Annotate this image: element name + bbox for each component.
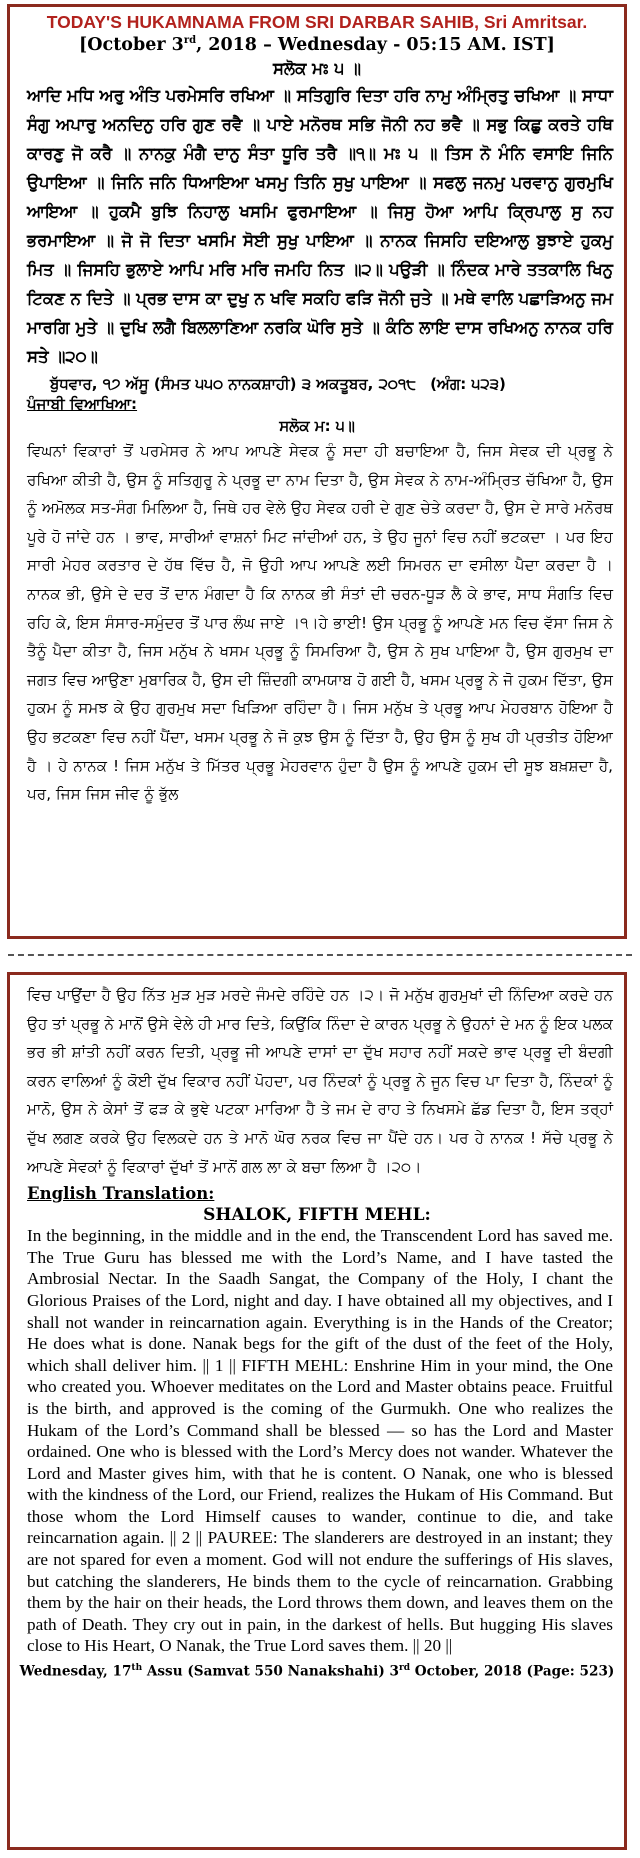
punjabi-vyakhya-label: ਪੰਜਾਬੀ ਵਿਆਖਿਆ: — [27, 395, 138, 413]
ang-number: (ਅੰਗ: ੫੨੩) — [430, 375, 506, 393]
vyakhya-text-part1: ਵਿਘਨਾਂ ਵਿਕਾਰਾਂ ਤੋਂ ਪਰਮੇਸਰ ਨੇ ਆਪ ਆਪਣੇ ਸੇਵਕ ਨੂੰ ਸਦਾ ਹੀ ਬਚਾਇਆ ਹੈ, ਜਿਸ ਸੇਵਕ ਦੀ ਪ੍ਰਭੂ ਨੇ ਰਖਿਆ ਕੀਤੀ ਹੈ, ਉਸ ਨੂੰ ਸਤਿਗੁਰੂ ਨੇ ਪ੍ਰਭੂ ਦਾ ਨਾਮ ਦਿਤਾ ਹੈ, ਉਸ ਸੇਵਕ ਨੇ ਨਾਮ-ਅੰਮ੍ਰਿਤ ਚੱਖਿਆ ਹੈ, ਉਸ ਨੂੰ ਅਮੋਲਕ ਸਤ-ਸੰਗ ਮਿਲਿਆ ਹੈ, ਜਿਥੇ ਹਰ ਵੇਲੇ ਉਹ ਸੇਵਕ ਹਰੀ ਦੇ ਗੁਣ ਚੇਤੇ ਕਰਦਾ ਹੈ, ਉਸ ਦੇ ਸਾਰੇ ਮਨੋਰਥ ਪੂਰੇ ਹੋ ਜਾਂਦੇ ਹਨ । ਭਾਵ, ਸਾਰੀਆਂ ਵਾਸ਼ਨਾਂ ਮਿਟ ਜਾਂਦੀਆਂ ਹਨ, ਤੇ ਉਹ ਜੂਨਾਂ ਵਿਚ ਨਹੀਂ ਭਟਕਦਾ । ਪਰ ਇਹ ਸਾਰੀ ਮੇਹਰ ਕਰਤਾਰ ਦੇ ਹੱਥ ਵਿੱਚ ਹੈ, ਜੋ ਉਹੀ ਆਪ ਆਪਣੇ ਲਈ ਸਿਮਰਨ ਦਾ ਵਸੀਲਾ ਪੈਦਾ ਕਰਦਾ ਹੈ । ਨਾਨਕ ਭੀ, ਉਸੇ ਦੇ ਦਰ ਤੋਂ ਦਾਨ ਮੰਗਦਾ ਹੈ ਕਿ ਨਾਨਕ ਭੀ ਸੰਤਾਂ ਦੀ ਚਰਨ-ਧੂੜ ਲੈ ਕੇ ਭਾਵ, ਸਾਧ ਸੰਗਤਿ ਵਿਚ ਰਹਿ ਕੇ, ਇਸ ਸੰਸਾਰ-ਸਮੁੰਦਰ ਤੋਂ ਪਾਰ ਲੰਘ ਜਾਏ ।੧।ਹੇ ਭਾਈ! ਉਸ ਪ੍ਰਭੂ ਨੂੰ ਆਪਣੇ ਮਨ ਵਿਚ ਵੱਸਾ ਜਿਸ ਨੇ ਤੈਨੂੰ ਪੈਦਾ ਕੀਤਾ ਹੈ, ਜਿਸ ਮਨੁੱਖ ਨੇ ਖਸਮ ਪ੍ਰਭੂ ਨੂੰ ਸਿਮਰਿਆ ਹੈ, ਉਸ ਨੇ ਸੁਖ ਪਾਇਆ ਹੈ, ਉਸ ਗੁਰਮੁਖ ਦਾ ਜਗਤ ਵਿਚ ਆਉਣਾ ਮੁਬਾਰਿਕ ਹੈ, ਉਸ ਦੀ ਜ਼ਿੰਦਗੀ ਕਾਮਯਾਬ ਹੋ ਗਈ ਹੈ, ਖਸਮ ਪ੍ਰਭੂ ਨੇ ਜੋ ਹੁਕਮ ਦਿੱਤਾ, ਉਸ ਹੁਕਮ ਨੂੰ ਸਮਝ ਕੇ ਉਹ ਗੁਰਮੁਖ ਸਦਾ ਖਿੜਿਆ ਰਹਿੰਦਾ ਹੈ। ਜਿਸ ਮਨੁੱਖ ਤੇ ਪ੍ਰਭੂ ਆਪ ਮੇਹਰਬਾਨ ਹੋਇਆ ਹੈ ਉਹ ਭਟਕਣਾ ਵਿਚ ਨਹੀਂ ਪੈਂਦਾ, ਖਸਮ ਪ੍ਰਭੂ ਨੇ ਜੋ ਕੁਝ ਉਸ ਨੂੰ ਦਿੱਤਾ ਹੈ, ਉਹ ਉਸ ਨੂੰ ਸੁਖ ਹੀ ਪ੍ਰਤੀਤ ਹੋਇਆ ਹੈ । ਹੇ ਨਾਨਕ ! ਜਿਸ ਮਨੁੱਖ ਤੇ ਮਿੱਤਰ ਪ੍ਰਭੂ ਮੇਹਰਵਾਨ ਹੁੰਦਾ ਹੈ ਉਸ ਨੂੰ ਆਪਣੇ ਹੁਕਮ ਦੀ ਸੂਝ ਬਖ਼ਸ਼ਦਾ ਹੈ, ਪਰ, ਜਿਸ ਜਿਸ ਜੀਵ ਨੂੰ ਭੁੱਲ — [27, 442, 613, 804]
english-translation-label: English Translation: — [27, 1184, 215, 1204]
punjabi-date-line: ਬੁੱਧਵਾਰ, ੧੭ ਅੱਸੂ (ਸੰਮਤ ੫੫੦ ਨਾਨਕਸ਼ਾਹੀ) ੩ ਅਕਤੂਬਰ, ੨੦੧੮ (ਅੰਗ: ੫੨੩) — [50, 375, 506, 393]
hukamnama-panel-bottom — [7, 972, 627, 1850]
hukamnama-gurbani-text: ਆਦਿ ਮਧਿ ਅਰੁ ਅੰਤਿ ਪਰਮੇਸਰਿ ਰਖਿਆ ॥ ਸਤਿਗੁਰਿ ਦਿਤਾ ਹਰਿ ਨਾਮੁ ਅੰਮ੍ਰਿਤੁ ਚਖਿਆ ॥ ਸਾਧਾ ਸੰਗੁ ਅਪਾਰੁ ਅਨਦਿਨੁ ਹਰਿ ਗੁਣ ਰਵੈ ॥ ਪਾਏ ਮਨੋਰਥ ਸਭਿ ਜੋਨੀ ਨਹ ਭਵੈ ॥ ਸਭੁ ਕਿਛੁ ਕਰਤੇ ਹਥਿ ਕਾਰਣੁ ਜੋ ਕਰੈ ॥ ਨਾਨਕੁ ਮੰਗੈ ਦਾਨੁ ਸੰਤਾ ਧੂਰਿ ਤਰੈ ॥੧॥ ਮਃ ੫ ॥ ਤਿਸ ਨੋ ਮੰਨਿ ਵਸਾਇ ਜਿਨਿ ਉਪਾਇਆ ॥ ਜਿਨਿ ਜਨਿ ਧਿਆਇਆ ਖਸਮੁ ਤਿਨਿ ਸੁਖੁ ਪਾਇਆ ॥ ਸਫਲੁ ਜਨਮੁ ਪਰਵਾਨੁ ਗੁਰਮੁਖਿ ਆਇਆ ॥ ਹੁਕਮੈ ਬੁਝਿ ਨਿਹਾਲੁ ਖਸਮਿ ਫੁਰਮਾਇਆ ॥ ਜਿਸੁ ਹੋਆ ਆਪਿ ਕ੍ਰਿਪਾਲੁ ਸੁ ਨਹ ਭਰਮਾਇਆ ॥ ਜੋ ਜੋ ਦਿਤਾ ਖਸਮਿ ਸੋਈ ਸੁਖੁ ਪਾਇਆ ॥ ਨਾਨਕ ਜਿਸਹਿ ਦਇਆਲੁ ਬੁਝਾਏ ਹੁਕਮੁ ਮਿਤ ॥ ਜਿਸਹਿ ਭੁਲਾਏ ਆਪਿ ਮਰਿ ਮਰਿ ਜਮਹਿ ਨਿਤ ॥੨॥ ਪਉੜੀ ॥ ਨਿੰਦਕ ਮਾਰੇ ਤਤਕਾਲਿ ਖਿਨੁ ਟਿਕਣ ਨ ਦਿਤੇ ॥ ਪ੍ਰਭ ਦਾਸ ਕਾ ਦੁਖੁ ਨ ਖਵਿ ਸਕਹਿ ਫੜਿ ਜੋਨੀ ਜੁਤੇ ॥ ਮਥੇ ਵਾਲਿ ਪਛਾੜਿਅਨੁ ਜਮ ਮਾਰਗਿ ਮੁਤੇ ॥ ਦੁਖਿ ਲਗੈ ਬਿਲਲਾਣਿਆ ਨਰਕਿ ਘੋਰਿ ਸੁਤੇ ॥ ਕੰਠਿ ਲਾਇ ਦਾਸ ਰਖਿਅਨੁ ਨਾਨਕ ਹਰਿ ਸਤੇ ॥੨੦॥ — [27, 86, 613, 366]
english-heading: SHALOK, FIFTH MEHL: — [203, 1205, 431, 1226]
date-header: [October 3rd, 2018 – Wednesday - 05:15 AM. IST] — [79, 35, 555, 55]
vyakhya-text-part2: ਵਿਚ ਪਾਉਂਦਾ ਹੈ ਉਹ ਨਿੱਤ ਮੁੜ ਮੁੜ ਮਰਦੇ ਜੰਮਦੇ ਰਹਿੰਦੇ ਹਨ ।੨। ਜੋ ਮਨੁੱਖ ਗੁਰਮੁਖਾਂ ਦੀ ਨਿੰਦਿਆ ਕਰਦੇ ਹਨ ਉਹ ਤਾਂ ਪ੍ਰਭੂ ਨੇ ਮਾਨੋਂ ਉਸੇ ਵੇਲੇ ਹੀ ਮਾਰ ਦਿਤੇ, ਕਿਉਂਕਿ ਨਿੰਦਾ ਦੇ ਕਾਰਨ ਪ੍ਰਭੂ ਨੇ ਉਹਨਾਂ ਦੇ ਮਨ ਨੂੰ ਇਕ ਪਲਕ ਭਰ ਭੀ ਸ਼ਾਂਤੀ ਨਹੀਂ ਕਰਨ ਦਿਤੀ, ਪ੍ਰਭੂ ਜੀ ਆਪਣੇ ਦਾਸਾਂ ਦਾ ਦੁੱਖ ਸਹਾਰ ਨਹੀਂ ਸਕਦੇ ਭਾਵ ਪ੍ਰਭੂ ਦੀ ਬੰਦਗੀ ਕਰਨ ਵਾਲਿਆਂ ਨੂੰ ਕੋਈ ਦੁੱਖ ਵਿਕਾਰ ਨਹੀਂ ਪੋਹਦਾ, ਪਰ ਨਿੰਦਕਾਂ ਨੂੰ ਪ੍ਰਭੂ ਨੇ ਜੂਨ ਵਿਚ ਪਾ ਦਿਤਾ ਹੈ, ਨਿੰਦਕਾਂ ਨੂੰ ਮਾਨੋ, ਉਸ ਨੇ ਕੇਸਾਂ ਤੋਂ ਫੜ ਕੇ ਭੁਞੇ ਪਟਕਾ ਮਾਰਿਆ ਹੈ ਤੇ ਜਮ ਦੇ ਰਾਹ ਤੇ ਨਿਖਸਮੇ ਛੱਡ ਦਿਤਾ ਹੈ, ਇਸ ਤਰ੍ਹਾਂ ਦੁੱਖ ਲਗਣ ਕਰਕੇ ਉਹ ਵਿਲਕਦੇ ਹਨ ਤੇ ਮਾਨੋ ਘੋਰ ਨਰਕ ਵਿਚ ਜਾ ਪੈਂਦੇ ਹਨ। ਪਰ ਹੇ ਨਾਨਕ ! ਸੱਚੇ ਪ੍ਰਭੂ ਨੇ ਆਪਣੇ ਸੇਵਕਾਂ ਨੂੰ ਵਿਕਾਰਾਂ ਦੁੱਖਾਂ ਤੋਂ ਮਾਨੋਂ ਗਲ ਲਾ ਕੇ ਬਚਾ ਲਿਆ ਹੈ ।੨੦। — [27, 986, 613, 1176]
english-date-footer: Wednesday, 17th Assu (Samvat 550 Nanakshahi) 3rd October, 2018 (Page: 523) — [19, 1663, 615, 1680]
page-title: TODAY'S HUKAMNAMA FROM SRI DARBAR SAHIB, Sri Amritsar. — [46, 12, 588, 32]
hukamnama-panel-top — [7, 4, 627, 939]
panel-separator — [8, 954, 632, 956]
english-translation-text: In the beginning, in the middle and in the end, the Transcendent Lord has saved me. The True Guru has blessed me with the Lord’s Name, and I have tasted the Ambrosial Nectar. In the Saadh Sangat, the Company of the Holy, I chant the Glorious Praises of the Lord, night and day. I have obtained all my objectives, and I shall not wander in reincarnation again. Everything is in the Hands of the Creator; He does what is done. Nanak begs for the gift of the dust of the feet of the Holy, which shall deliver him. || 1 || FIFTH MEHL: Enshrine Him in your mind, the One who created you. Whoever meditates on the Lord and Master obtains peace. Fruitful is the birth, and approved is the coming of the Gurmukh. One who realizes the Hukam of the Lord’s Command shall be blessed — so has the Lord and Master ordained. One who is blessed with the Lord’s Mercy does not wander. Whatever the Lord and Master gives him, with that he is content. O Nanak, one who is blessed with the kindness of the Lord, our Friend, realizes the Hukam of His Command. But those whom the Lord Himself causes to wander, continue to die, and take reincarnation again. || 2 || PAUREE: The slanderers are destroyed in an instant; they are not spared for even a moment. God will not endure the sufferings of His slaves, but catching the slanderers, He binds them to the cycle of reincarnation. Grabbing them by the hair on their heads, the Lord throws them down, and leaves them on the path of Death. They cry out in pain, in the darkest of hells. But hugging His slaves close to His Heart, O Nanak, the True Lord saves them. || 20 || — [27, 1226, 613, 1656]
shalok-heading: ਸਲੋਕ ਮਃ ੫ ॥ — [272, 59, 362, 78]
vyakhya-heading: ਸਲੋਕ ਮ: ੫॥ — [279, 417, 355, 435]
